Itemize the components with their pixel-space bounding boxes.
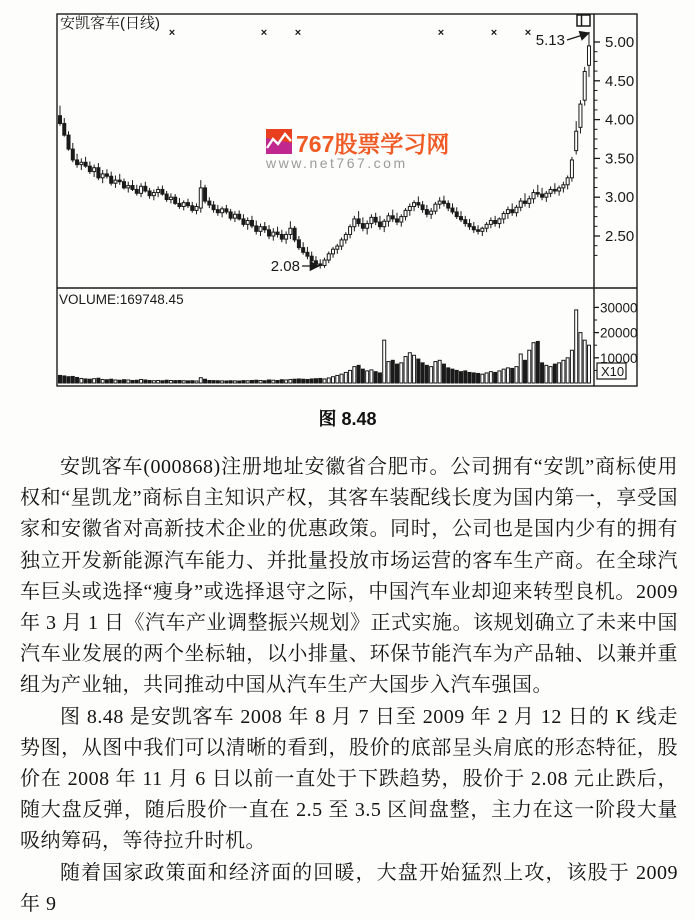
chart-title: 安凯客车(日线) (60, 15, 160, 32)
volume-series (59, 310, 591, 383)
kline-chart (0, 0, 695, 400)
watermark-site-name: 767股票学习网 (296, 131, 450, 157)
event-marker-x-icon: × (437, 27, 445, 39)
kline-figure (0, 0, 695, 429)
volume-tick-label: 30000 (600, 300, 638, 316)
event-markers (169, 27, 531, 39)
event-marker-x-icon: × (168, 27, 176, 39)
paragraph-chart-analysis: 图 8.48 是安凯客车 2008 年 8 月 7 日至 2009 年 2 月 12 日的 K 线走势图，从图中我们可以清晰的看到，股价的底部呈头肩底的形态特征，股价在 2008 年 11 月 6 日以前一直处于下跌趋势，股价于 2.08 元止跌后，随大盘反弹，随后股价一直在 2.5 至 3.5 区间盘整，主力在这一阶段大量吸纳筹码，等待拉升时机。 (20, 705, 678, 853)
volume-readout: VOLUME:169748.45 (59, 292, 184, 307)
event-marker-x-icon: × (260, 27, 268, 39)
paragraph-market-outlook: 随着国家政策面和经济面的回暖，大盘开始猛烈上攻，该股于 2009 年 9 (20, 861, 678, 915)
price-tick-label: 5.00 (605, 34, 635, 51)
volume-axis (594, 300, 638, 370)
price-tick-label: 4.50 (605, 72, 635, 90)
price-tick-label: 4.00 (605, 111, 635, 129)
restore-window-icon (577, 15, 590, 26)
price-tick-label: 3.50 (605, 150, 635, 168)
watermark-url: www.net767.com (266, 155, 408, 171)
high-annotation: 5.13 (535, 32, 565, 49)
event-marker-x-icon: × (524, 27, 532, 39)
volume-tick-label: 10000 (600, 350, 638, 366)
event-marker-x-icon: × (294, 27, 302, 39)
volume-tick-label: 20000 (600, 325, 638, 341)
watermark-logo-icon (266, 129, 292, 154)
chart-frame (57, 14, 637, 386)
low-annotation: 2.08 (270, 258, 300, 275)
article-text (20, 452, 678, 920)
watermark (265, 129, 449, 171)
volume-multiplier-badge (597, 363, 626, 379)
paragraph-company-profile: 安凯客车(000868)注册地址安徽省合肥市。公司拥有“安凯”商标使用权和“星凯龙”商标自主知识产权，其客车装配线长度为国内第一，享受国家和安徽省对高新技术企业的优惠政策。同时，公司也是国内少有的拥有独立开发新能源汽车能力、并批量投放市场运营的客车生产商。在全球汽车巨头或选择“瘦身”或选择退守之际，中国汽车业却迎来转型良机。2009 年 3 月 1 日《汽车产业调整振兴规划》正式实施。该规划确立了未来中国汽车业发展的两个坐标轴，以小排量、环保节能汽车为产品轴、以兼并重组为产业轴，共同推动中国从汽车生产大国步入汽车强国。 (20, 456, 678, 697)
price-tick-label: 2.50 (605, 228, 635, 245)
svg-text:X10: X10 (601, 364, 625, 379)
price-tick-label: 3.00 (605, 189, 635, 207)
event-marker-x-icon: × (490, 27, 498, 39)
figure-caption: 图 8.48 (318, 409, 377, 429)
price-axis (594, 34, 634, 255)
